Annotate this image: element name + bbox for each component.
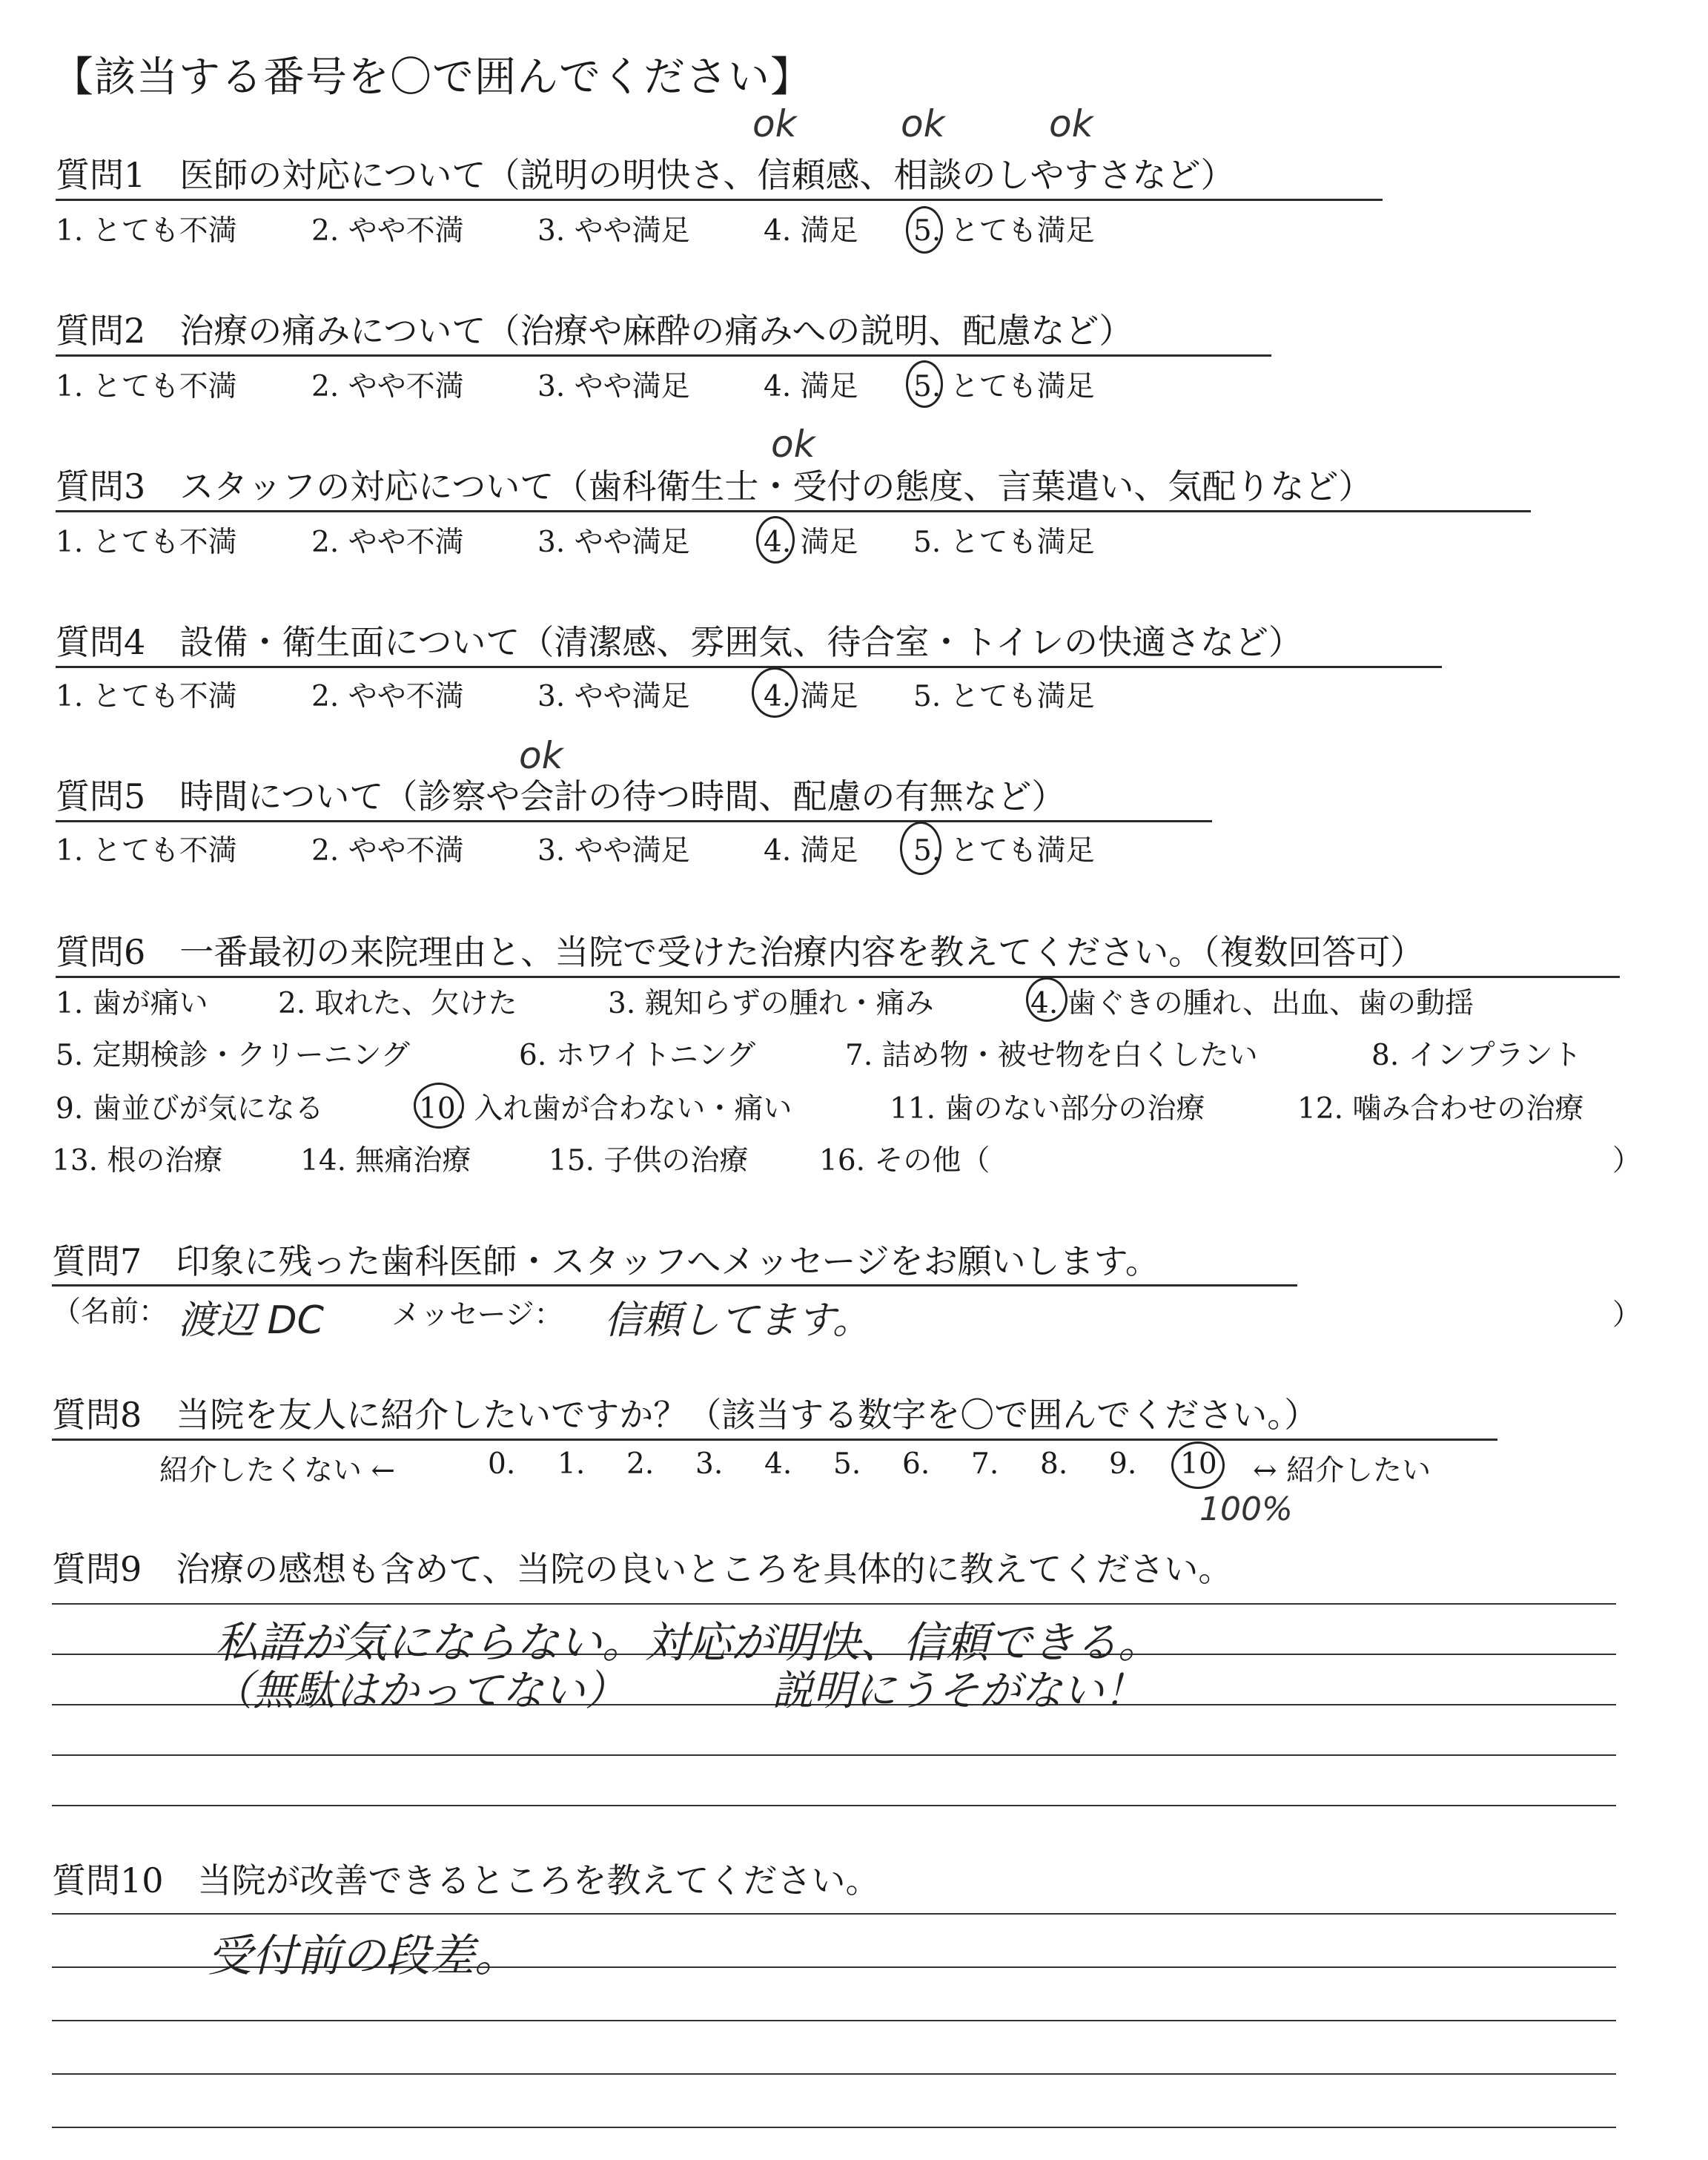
q1-note-3: ok <box>1049 102 1093 145</box>
q8-scale-0[interactable]: 0. <box>488 1447 516 1481</box>
q10-line-5 <box>52 2127 1616 2128</box>
q5-option-3[interactable]: 3. やや満足 <box>537 834 690 868</box>
q5-underline <box>56 820 1212 822</box>
q10-line-3 <box>52 2020 1616 2021</box>
q3-option-1[interactable]: 1. とても不満 <box>56 526 237 559</box>
q4-underline <box>56 666 1442 668</box>
q6-other-close: ） <box>1612 1144 1642 1178</box>
q3-note: ok <box>771 423 815 466</box>
q6-option-8[interactable]: 8. インプラント <box>1371 1039 1582 1072</box>
q9-answer-line-2[interactable]: （無駄はかってない） 説明にうそがない！ <box>211 1667 1145 1715</box>
q7-underline <box>52 1284 1297 1287</box>
q5-selected-circle <box>900 822 941 875</box>
q10-answer-line-1[interactable]: 受付前の段差。 <box>208 1930 519 1982</box>
q4-option-1[interactable]: 1. とても不満 <box>56 680 237 713</box>
q8-scale-4[interactable]: 4. <box>764 1447 792 1481</box>
q1-option-4[interactable]: 4. 満足 <box>764 214 858 248</box>
q8-scale-2[interactable]: 2. <box>626 1447 655 1481</box>
q6-option-11[interactable]: 11. 歯のない部分の治療 <box>890 1092 1205 1126</box>
q5-title: 質問5 時間について（診察や会計の待つ時間、配慮の有無など） <box>56 776 1066 816</box>
q3-selected-circle <box>756 516 795 564</box>
q6-option-5[interactable]: 5. 定期検診・クリーニング <box>56 1039 410 1072</box>
q3-option-5[interactable]: 5. とても満足 <box>913 526 1095 559</box>
form-header: 【該当する番号を〇で囲んでください】 <box>52 53 812 102</box>
q6-option-4[interactable]: 4. 歯ぐきの腫れ、出血、歯の動揺 <box>1030 987 1474 1020</box>
q6-option-1[interactable]: 1. 歯が痛い <box>56 987 208 1020</box>
q1-option-1[interactable]: 1. とても不満 <box>56 214 237 248</box>
q7-title: 質問7 印象に残った歯科医師・スタッフへメッセージをお願いします。 <box>52 1241 1159 1281</box>
q6-title: 質問6 一番最初の来院理由と、当院で受けた治療内容を教えてください。（複数回答可） <box>56 932 1425 972</box>
q8-left-label: 紹介したくない ← <box>159 1454 396 1487</box>
q9-line-4 <box>52 1754 1616 1756</box>
q7-close: ） <box>1612 1298 1642 1332</box>
q6-option-14[interactable]: 14. 無痛治療 <box>300 1144 471 1178</box>
q8-right-label: ↔ 紹介したい <box>1253 1454 1431 1487</box>
q6-selected-circle-10 <box>414 1083 464 1129</box>
q1-option-2[interactable]: 2. やや不満 <box>311 214 464 248</box>
q5-option-2[interactable]: 2. やや不満 <box>311 834 464 868</box>
q7-name-label: （名前： <box>52 1295 168 1329</box>
q8-scale-9[interactable]: 9. <box>1109 1447 1137 1481</box>
q1-note-2: ok <box>901 102 945 145</box>
q6-underline <box>56 976 1620 978</box>
q6-option-16[interactable]: 16. その他（ <box>819 1144 990 1178</box>
q10-line-4 <box>52 2073 1616 2075</box>
q1-selected-circle <box>906 206 943 254</box>
q4-selected-circle <box>752 667 798 718</box>
q9-line-5 <box>52 1805 1616 1806</box>
q2-title: 質問2 治療の痛みについて（治療や麻酔の痛みへの説明、配慮など） <box>56 311 1133 351</box>
q6-option-13[interactable]: 13. 根の治療 <box>52 1144 223 1178</box>
q3-title: 質問3 スタッフの対応について（歯科衛生士・受付の態度、言葉遣い、気配りなど） <box>56 466 1373 506</box>
q7-message-value[interactable]: 信頼してます。 <box>604 1298 871 1343</box>
q3-option-3[interactable]: 3. やや満足 <box>537 526 690 559</box>
q6-option-10[interactable]: 10. 入れ歯が合わない・痛い <box>419 1092 792 1126</box>
q1-option-5[interactable]: 5. とても満足 <box>913 214 1095 248</box>
q6-option-3[interactable]: 3. 親知らずの腫れ・痛み <box>608 987 934 1020</box>
q9-title: 質問9 治療の感想も含めて、当院の良いところを具体的に教えてください。 <box>52 1549 1233 1589</box>
q2-option-4[interactable]: 4. 満足 <box>764 370 858 403</box>
q4-title: 質問4 設備・衛生面について（清潔感、雰囲気、待合室・トイレの快適さなど） <box>56 622 1303 662</box>
q8-scale-10[interactable]: 10 <box>1180 1447 1217 1481</box>
q7-message-label: メッセージ： <box>391 1298 563 1332</box>
q3-option-2[interactable]: 2. やや不満 <box>311 526 464 559</box>
q4-option-3[interactable]: 3. やや満足 <box>537 680 690 713</box>
q6-selected-circle-4 <box>1026 977 1068 1022</box>
q6-option-6[interactable]: 6. ホワイトニング <box>519 1039 756 1072</box>
q8-scale-6[interactable]: 6. <box>902 1447 930 1481</box>
q2-option-2[interactable]: 2. やや不満 <box>311 370 464 403</box>
q5-option-1[interactable]: 1. とても不満 <box>56 834 237 868</box>
q2-option-5[interactable]: 5. とても満足 <box>913 370 1095 403</box>
q1-note-1: ok <box>752 102 797 145</box>
q5-note: ok <box>519 734 563 777</box>
q9-answer-line-1[interactable]: 私語が気にならない。対応が明快、信頼できる。 <box>215 1617 1162 1668</box>
q6-option-15[interactable]: 15. 子供の治療 <box>549 1144 749 1178</box>
q6-option-7[interactable]: 7. 詰め物・被せ物を白くしたい <box>845 1039 1258 1072</box>
q6-option-9[interactable]: 9. 歯並びが気になる <box>56 1092 324 1126</box>
q2-underline <box>56 354 1271 357</box>
q3-option-4[interactable]: 4. 満足 <box>764 526 858 559</box>
q1-option-3[interactable]: 3. やや満足 <box>537 214 690 248</box>
q1-underline <box>56 199 1383 201</box>
q6-option-12[interactable]: 12. 噛み合わせの治療 <box>1297 1092 1584 1126</box>
q8-scale-8[interactable]: 8. <box>1040 1447 1068 1481</box>
q6-option-2[interactable]: 2. 取れた、欠けた <box>278 987 517 1020</box>
q1-title: 質問1 医師の対応について（説明の明快さ、信頼感、相談のしやすさなど） <box>56 155 1235 195</box>
q4-option-5[interactable]: 5. とても満足 <box>913 680 1095 713</box>
q8-underline <box>52 1439 1497 1441</box>
q2-option-1[interactable]: 1. とても不満 <box>56 370 237 403</box>
q3-underline <box>56 510 1531 512</box>
q5-option-4[interactable]: 4. 満足 <box>764 834 858 868</box>
q8-scale-1[interactable]: 1. <box>557 1447 586 1481</box>
q8-scale-5[interactable]: 5. <box>833 1447 861 1481</box>
q8-scale-7[interactable]: 7. <box>971 1447 999 1481</box>
q8-note: 100% <box>1199 1490 1293 1528</box>
q10-line-1 <box>52 1913 1616 1915</box>
q10-title: 質問10 当院が改善できるところを教えてください。 <box>52 1860 880 1900</box>
q2-selected-circle <box>906 360 943 408</box>
q4-option-4[interactable]: 4. 満足 <box>764 680 858 713</box>
q8-title: 質問8 当院を友人に紹介したいですか？（該当する数字を〇で囲んでください。） <box>52 1395 1319 1435</box>
q2-option-3[interactable]: 3. やや満足 <box>537 370 690 403</box>
q7-name-value[interactable]: 渡辺 DC <box>178 1298 324 1343</box>
q4-option-2[interactable]: 2. やや不満 <box>311 680 464 713</box>
q5-option-5[interactable]: 5. とても満足 <box>913 834 1095 868</box>
q8-selected-circle <box>1171 1441 1225 1489</box>
q9-line-1 <box>52 1603 1616 1605</box>
q8-scale-3[interactable]: 3. <box>695 1447 724 1481</box>
